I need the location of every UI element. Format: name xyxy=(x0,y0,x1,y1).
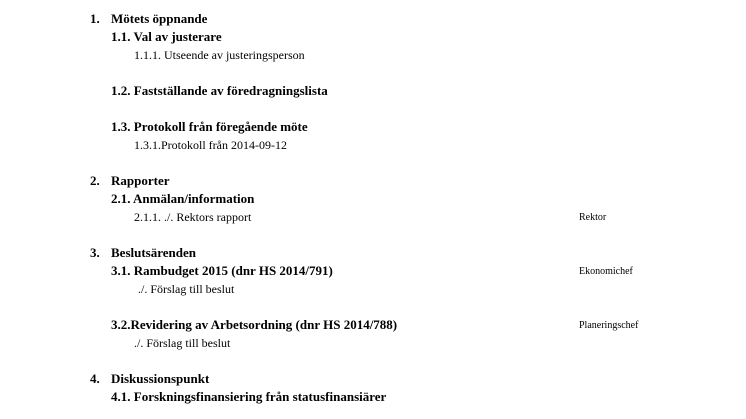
section-title: Beslutsärenden xyxy=(111,245,196,260)
item-title: Val av justerare xyxy=(133,29,222,44)
item-4-1-heading xyxy=(111,389,386,405)
subitem-text: ./. Rektors rapport xyxy=(164,210,252,224)
subitem-text: Protokoll från 2014-09-12 xyxy=(161,138,287,152)
item-3-1-heading xyxy=(111,263,333,279)
attachment-3-1: ./. Förslag till beslut xyxy=(138,282,235,296)
item-1-1-heading xyxy=(111,29,222,45)
item-title: Fastställande av föredragningslista xyxy=(133,83,328,98)
item-3-2-heading xyxy=(111,317,397,333)
section-title: Rapporter xyxy=(111,173,170,188)
responsible-label: Planeringschef xyxy=(579,320,639,331)
item-1-3-heading xyxy=(111,119,308,135)
section-number: 1. xyxy=(90,11,100,26)
subitem-text: Utseende av justeringsperson xyxy=(164,48,305,62)
item-number: 1.1. xyxy=(111,29,131,44)
item-number: 4.1. xyxy=(111,389,131,404)
section-3-heading xyxy=(90,245,196,261)
item-title: Revidering av Arbetsordning (dnr HS 2014/788) xyxy=(130,317,398,332)
subitem-number: 1.3.1. xyxy=(134,138,161,152)
responsible-label: Ekonomichef xyxy=(579,266,633,277)
attachment-3-2: ./. Förslag till beslut xyxy=(134,336,231,350)
subitem-number: 2.1.1. xyxy=(134,210,161,224)
subitem-1-1-1 xyxy=(134,48,305,63)
item-number: 2.1. xyxy=(111,191,131,206)
item-1-2-heading xyxy=(111,83,328,99)
subitem-number: 1.1.1. xyxy=(134,48,161,62)
section-4-heading xyxy=(90,371,209,387)
section-1-heading xyxy=(90,11,207,27)
item-title: Forskningsfinansiering från statusfinansiärer xyxy=(133,389,387,404)
item-2-1-heading xyxy=(111,191,254,207)
item-number: 1.3. xyxy=(111,119,131,134)
responsible-label: Rektor xyxy=(579,212,607,223)
item-title: Anmälan/information xyxy=(133,191,255,206)
subitem-1-3-1 xyxy=(134,138,287,153)
section-title: Diskussionspunkt xyxy=(111,371,210,386)
subitem-2-1-1 xyxy=(134,210,251,225)
section-number: 2. xyxy=(90,173,100,188)
item-number: 3.2. xyxy=(111,317,131,332)
section-number: 4. xyxy=(90,371,100,386)
item-number: 1.2. xyxy=(111,83,131,98)
section-2-heading xyxy=(90,173,170,189)
item-title: Protokoll från föregående möte xyxy=(133,119,308,134)
item-number: 3.1. xyxy=(111,263,131,278)
section-title: Mötets öppnande xyxy=(111,11,208,26)
item-title: Rambudget 2015 (dnr HS 2014/791) xyxy=(133,263,333,278)
section-number: 3. xyxy=(90,245,100,260)
